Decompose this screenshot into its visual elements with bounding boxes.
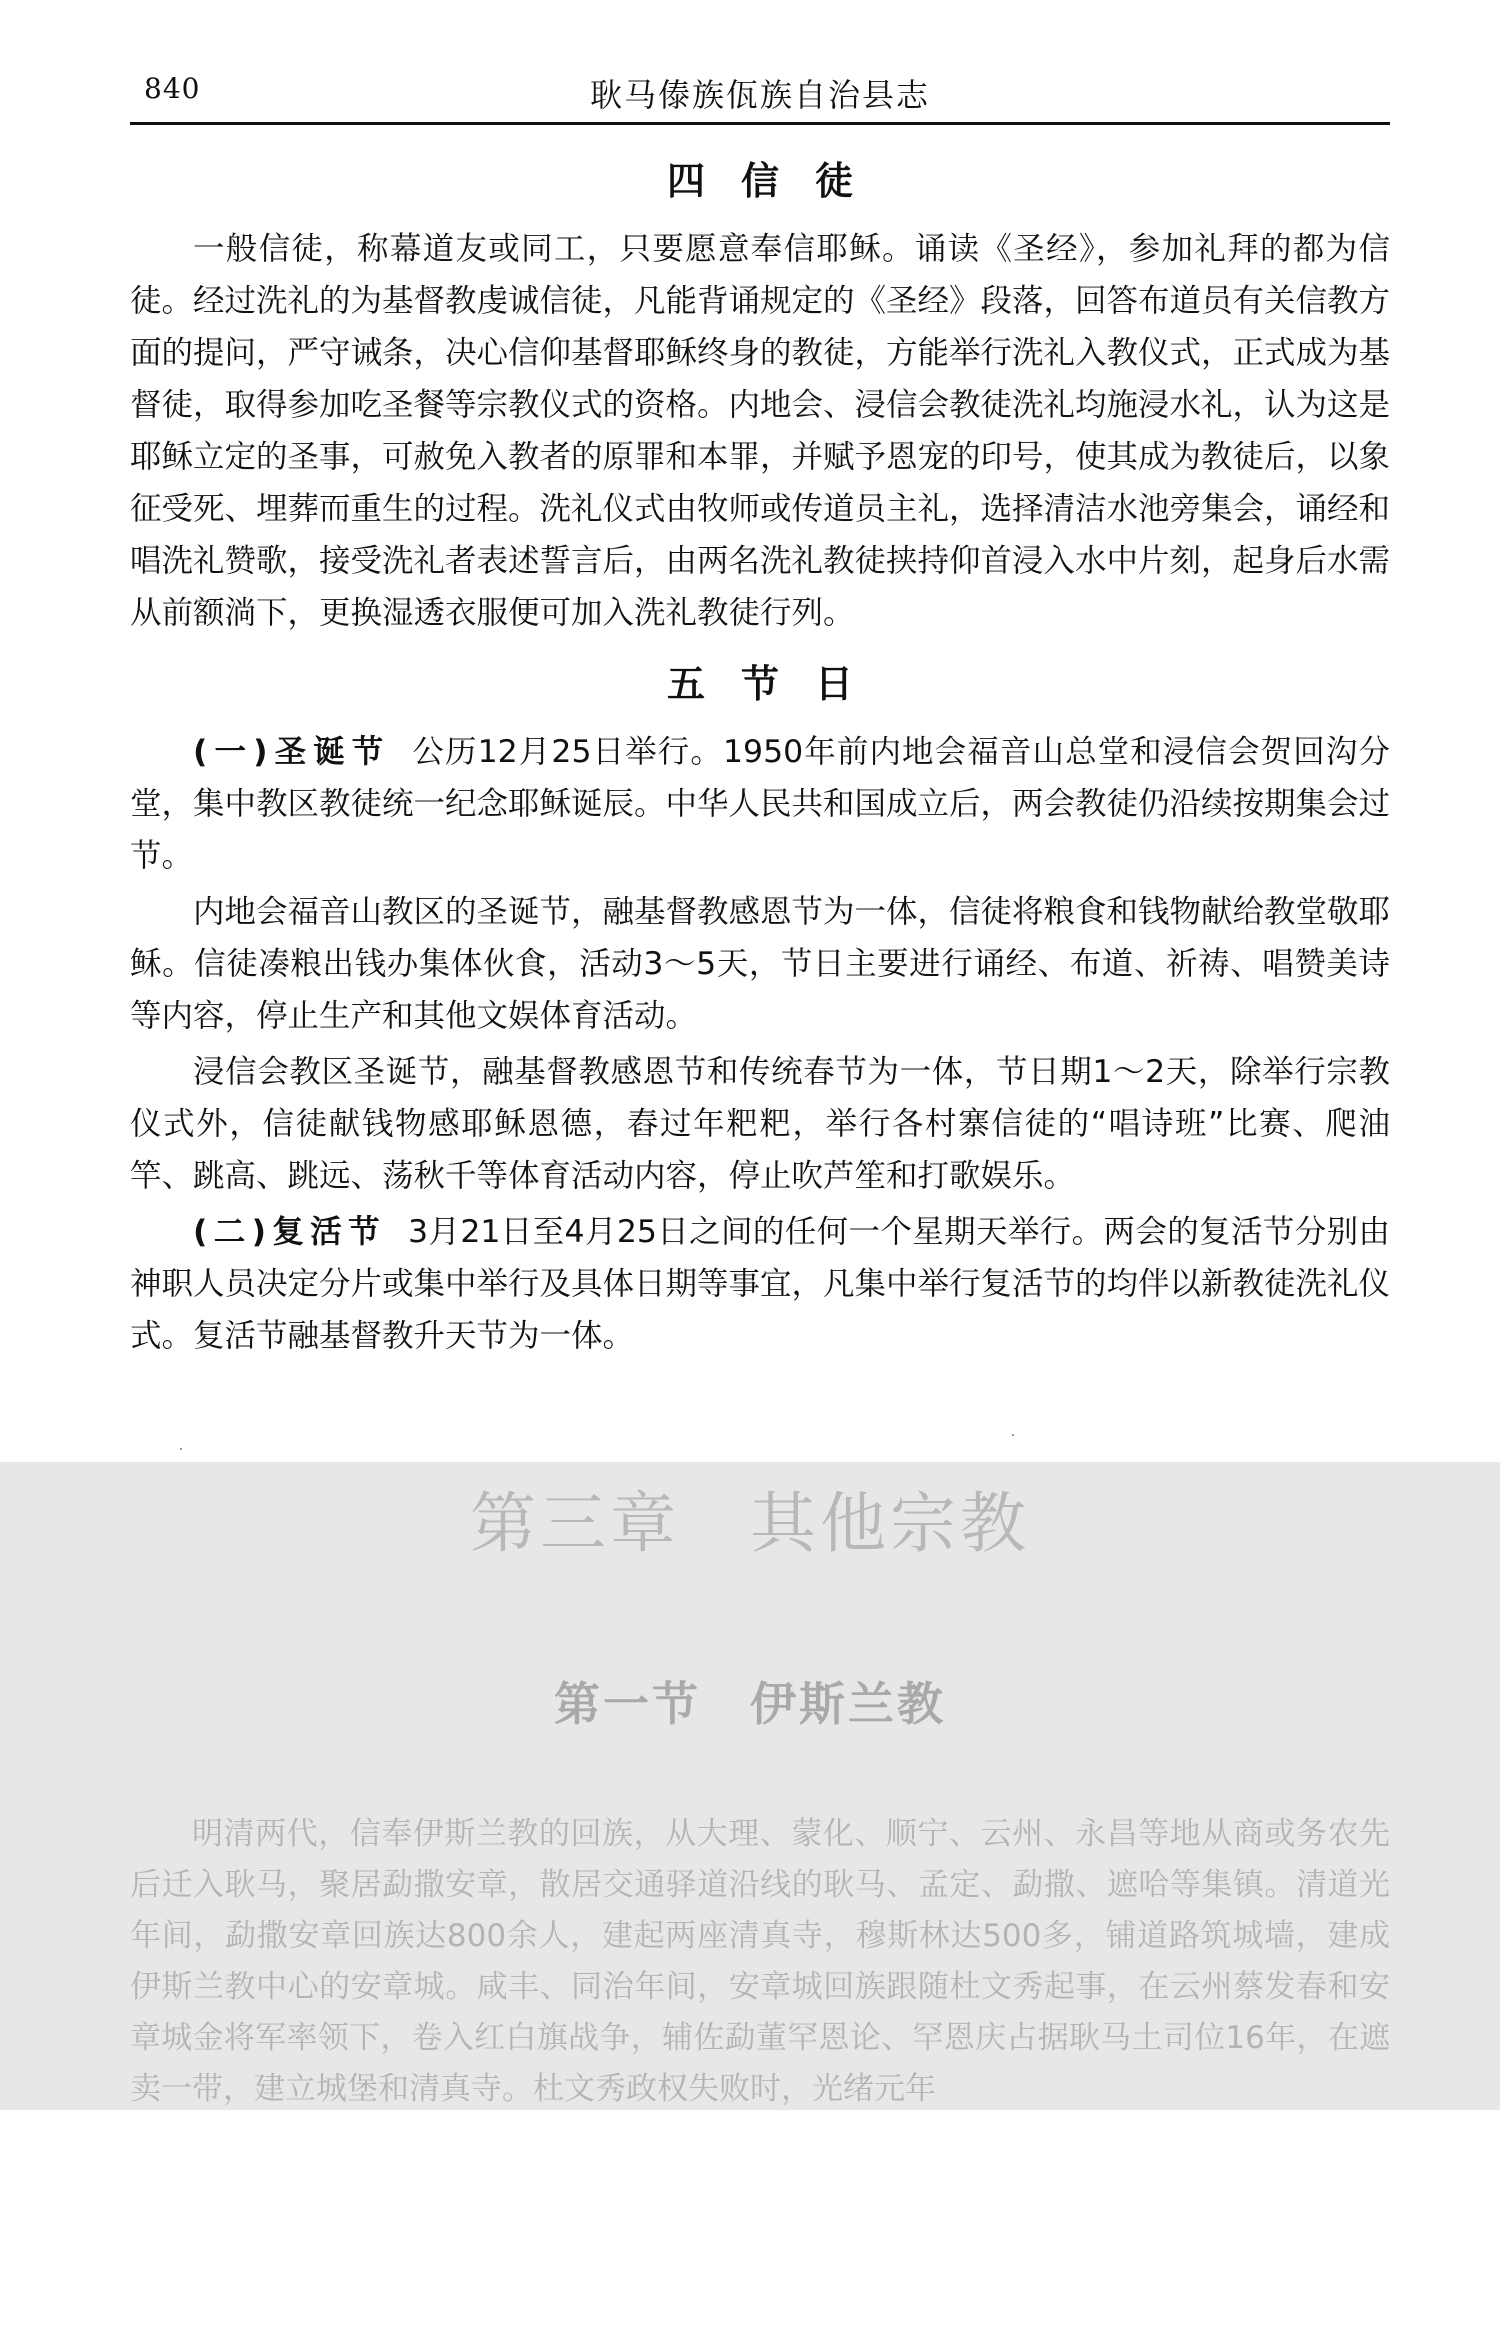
chapter-title: 第三章 其他宗教 (470, 1485, 1030, 1562)
easter-heading: (二)复活节 (193, 1214, 387, 1250)
paragraph-believers: 一般信徒，称幕道友或同工，只要愿意奉信耶稣。诵读《圣经》，参加礼拜的都为信徒。经过洗礼的为基督教虔诚信徒，凡能背诵规定的《圣经》段落，回答布道员有关信教方面的提问，严守诫条，决心信仰基督耶稣终身的教徒，方能举行洗礼入教仪式，正式成为基督徒，取得参加吃圣餐等宗教仪式的资格。内地会、浸信会教徒洗礼均施浸水礼，认为这是耶稣立定的圣事，可赦免入教者的原罪和本罪，并赋予恩宠的印号，使其成为教徒后，以象征受死、埋葬而重生的过程。洗礼仪式由牧师或传道员主礼，选择清洁水池旁集会，诵经和唱洗礼赞歌，接受洗礼者表述誓言后，由两名洗礼教徒挟持仰首浸入水中片刻，起身后水需从前额淌下，更换湿透衣服便可加入洗礼教徒行列。 (130, 231, 1391, 631)
paragraph-inland-mission-christmas: 内地会福音山教区的圣诞节，融基督教感恩节为一体，信徒将粮食和钱物献给教堂敬耶稣。信徒凑粮出钱办集体伙食，活动3～5天，节日主要进行诵经、布道、祈祷、唱赞美诗等内容，停止生产和其他文娱体育活动。 (130, 894, 1391, 1034)
easter-text: 3月21日至4月25日之间的任何一个星期天举行。两会的复活节分别由神职人员决定分片或集中举行及具体日期等事宜，凡集中举行复活节的均伴以新教徒洗礼仪式。复活节融基督教升天节为一体。 (130, 1214, 1391, 1354)
main-content (130, 150, 1390, 1366)
page-header (130, 66, 1390, 122)
paragraph-christmas (130, 726, 1390, 882)
page-number: 840 (144, 72, 201, 105)
paragraph-islam: 明清两代，信奉伊斯兰教的回族，从大理、蒙化、顺宁、云州、永昌等地从商或务农先后迁入耿马，聚居勐撒安章，散居交通驿道沿线的耿马、孟定、勐撒、遮哈等集镇。清道光年间，勐撒安章回族达800余人，建起两座清真寺，穆斯林达500多，铺道路筑城墙，建成伊斯兰教中心的安章城。咸丰、同治年间，安章城回族跟随杜文秀起事，在云州蔡发春和安章城金将军率领下，卷入红白旗战争，辅佐勐董罕恩论、罕恩庆占据耿马土司位16年，在遮卖一带，建立城堡和清真寺。杜文秀政权失败时，光绪元年 (130, 1816, 1390, 2107)
section-title-festivals: 五节日 (666, 661, 889, 706)
section-title-believers: 四信徒 (666, 158, 889, 203)
section-title-islam: 第一节 伊斯兰教 (554, 1677, 946, 1731)
christmas-text: 公历12月25日举行。1950年前内地会福音山总堂和浸信会贺回沟分堂，集中教区教徒统一纪念耶稣诞辰。中华人民共和国成立后，两会教徒仍沿续按期集会过节。 (130, 734, 1391, 874)
paragraph-easter (130, 1206, 1390, 1362)
header-rule (130, 122, 1390, 125)
scan-speck (1012, 1434, 1014, 1436)
paragraph-baptist-christmas: 浸信会教区圣诞节，融基督教感恩节和传统春节为一体，节日期1～2天，除举行宗教仪式外，信徒献钱物感耶稣恩德，舂过年粑粑，举行各村寨信徒的“唱诗班”比赛、爬油竿、跳高、跳远、荡秋千等体育活动内容，停止吹芦笙和打歌娱乐。 (130, 1054, 1390, 1194)
scan-speck (180, 1448, 182, 1450)
christmas-heading: (一)圣诞节 (193, 734, 391, 770)
book-title: 耿马傣族佤族自治县志 (589, 76, 930, 114)
